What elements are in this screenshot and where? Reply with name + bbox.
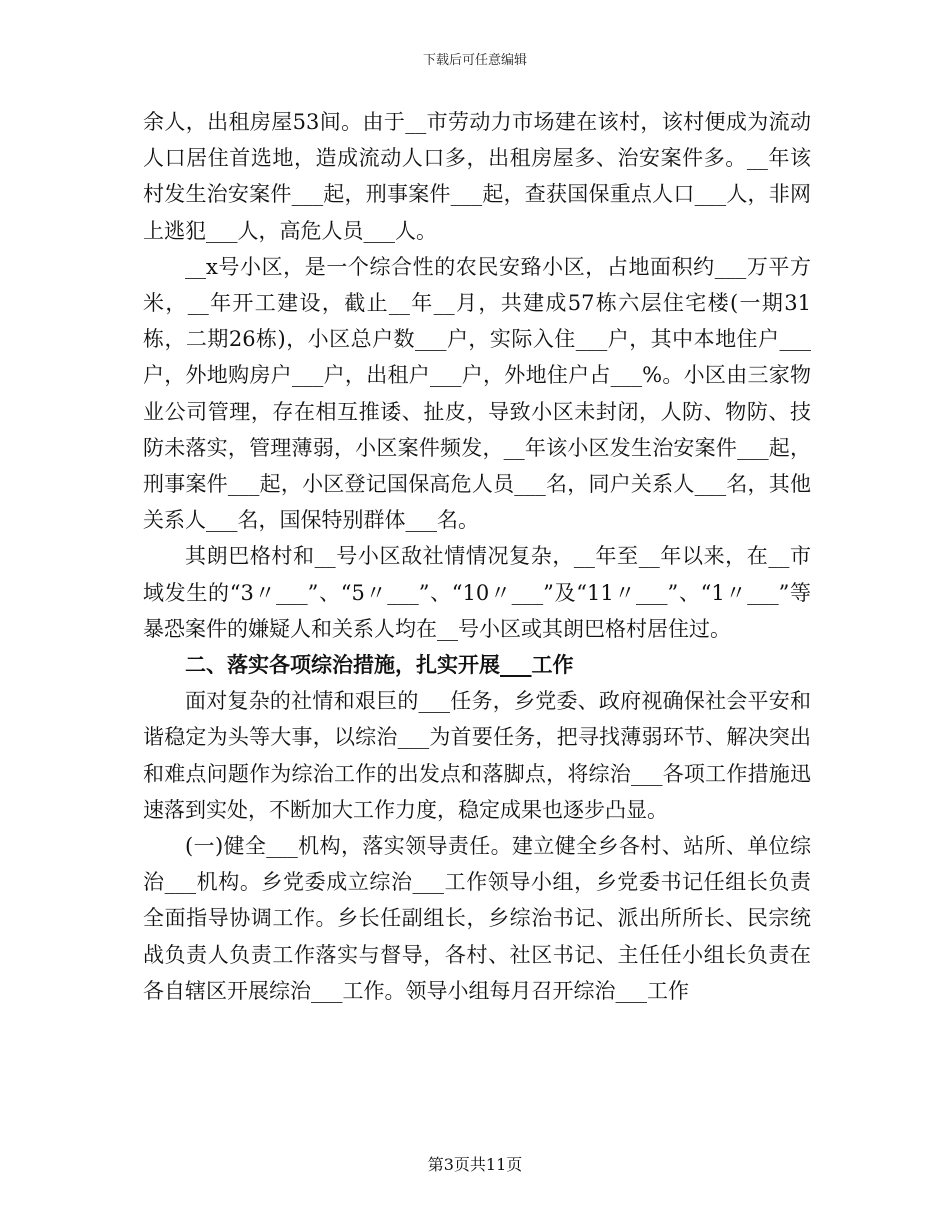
- document-body: [143, 104, 811, 1009]
- page-number: 第3页共11页: [427, 1155, 523, 1174]
- paragraph-2: __x号小区，是一个综合性的农民安臵小区，占地面积约___万平方米，__年开工建设，截止__年__月，共建成57栋六层住宅楼(一期31栋，二期26栋)，小区总户数___户，实际入住___户，其中本地住户___户，外地购房户___户，出租户___户，外地住户占___%。小区由三家物业公司管理，存在相互推诿、扯皮，导致小区未封闭，人防、物防、技防未落实，管理薄弱，小区案件频发，__年该小区发生治安案件___起，刑事案件___起，小区登记国保高危人员___名，同户关系人___名，其他关系人___名，国保特别群体___名。: [143, 254, 811, 533]
- section-heading-2: 二、落实各项综治措施，扎实开展___工作: [185, 652, 574, 678]
- paragraph-4: 面对复杂的社情和艰巨的___任务，乡党委、政府视确保社会平安和谐稳定为头等大事，以综治___为首要任务，把寻找薄弱环节、解决突出和难点问题作为综治工作的出发点和落脚点，将综治___各项工作措施迅速落到实处，不断加大工作力度，稳定成果也逐步凸显。: [143, 689, 811, 822]
- page-header-note: 下载后可任意编辑: [422, 53, 527, 68]
- paragraph-3: 其朗巴格村和__号小区敌社情情况复杂，__年至__年以来，在__市域发生的“3〃___”、“5〃___”、“10〃___”及“11〃___”、“1〃___”等暴恐案件的嫌疑人和关系人均在__号小区或其朗巴格村居住过。: [143, 544, 811, 641]
- paragraph-1: 余人，出租房屋53间。由于__市劳动力市场建在该村，该村便成为流动人口居住首选地，造成流动人口多，出租房屋多、治安案件多。__年该村发生治安案件___起，刑事案件___起，查获国保重点人口___人，非网上逃犯___人，高危人员___人。: [143, 110, 811, 243]
- paragraph-5: (一)健全___机构，落实领导责任。建立健全乡各村、站所、单位综治___机构。乡党委成立综治___工作领导小组，乡党委书记任组长负责全面指导协调工作。乡长任副组长，乡综治书记、派出所所长、民宗统战负责人负责工作落实与督导，各村、社区书记、主任任小组长负责在各自辖区开展综治___工作。领导小组每月召开综治___工作: [143, 834, 811, 1003]
